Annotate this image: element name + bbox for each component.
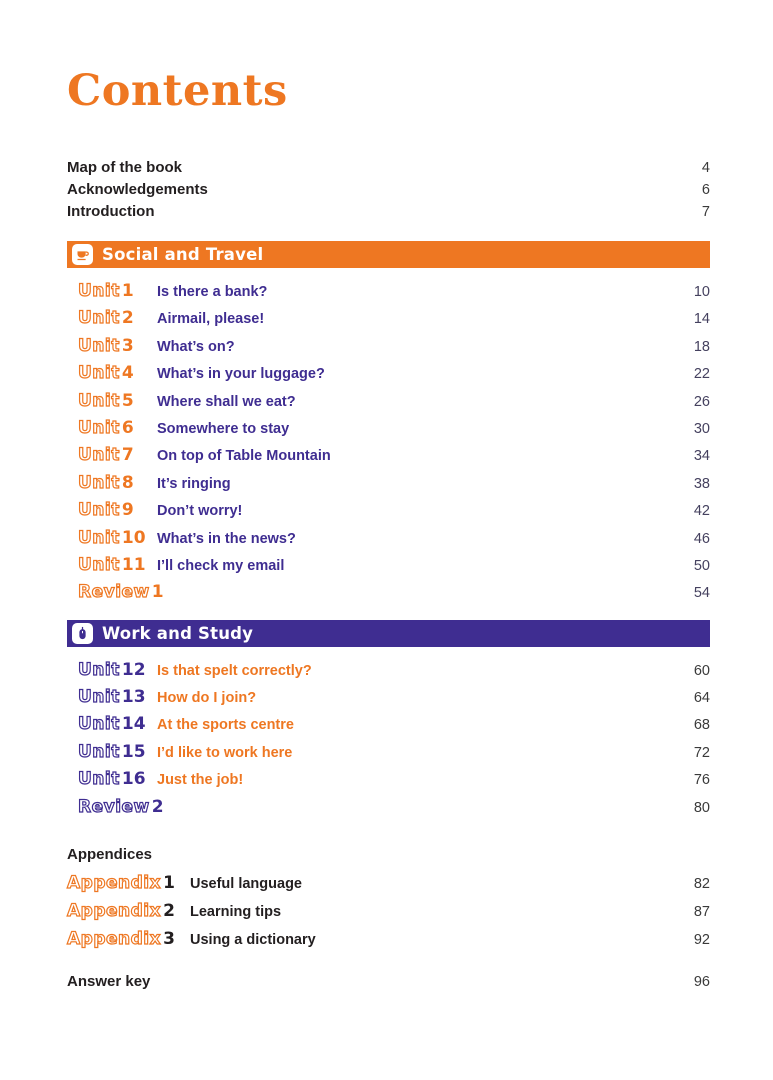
unit-title: Where shall we eat? [157,393,296,410]
unit-title: I’ll check my email [157,557,285,574]
unit-label [78,687,157,707]
front-matter-row [67,159,710,181]
section-banner-work [67,620,710,647]
unit-label [78,797,164,817]
unit-label [78,308,157,328]
unit-number: 14 [121,714,146,735]
unit-number: 5 [121,390,134,411]
appendix-list [67,873,710,957]
unit-prefix: Unit [78,554,120,575]
unit-label [78,281,157,301]
review-row [67,582,710,609]
page-number: 82 [693,876,710,893]
unit-number: 13 [121,687,146,708]
section-work-and-study [67,620,710,824]
unit-label [78,500,157,520]
unit-title: It’s ringing [157,475,231,492]
appendix-title: Useful language [190,876,302,893]
unit-prefix: Unit [78,741,120,762]
page-number: 92 [693,932,710,949]
unit-prefix: Unit [78,500,120,521]
page-number: 18 [693,338,710,355]
page-number: 50 [693,557,710,574]
appendix-number: 2 [163,901,175,922]
page-number: 6 [701,182,710,198]
unit-prefix: Review [78,796,150,817]
page-number: 60 [693,662,710,679]
unit-prefix: Unit [78,390,120,411]
unit-prefix: Unit [78,335,120,356]
appendix-prefix: Appendix [67,929,162,950]
appendices-header: Appendices [67,846,153,864]
page-number: 76 [693,772,710,789]
unit-label [78,742,157,762]
page-number: 38 [693,475,710,492]
unit-number: 1 [151,582,164,603]
section-title: Social and Travel [102,245,264,264]
unit-label [78,769,157,789]
unit-row [67,500,710,527]
page-number: 42 [693,503,710,520]
unit-row [67,714,710,741]
unit-title: What’s on? [157,338,235,355]
appendix-row [67,929,710,957]
appendix-prefix: Appendix [67,901,162,922]
unit-number: 2 [121,308,134,329]
unit-title: What’s in your luggage? [157,366,325,383]
unit-row [67,445,710,472]
appendix-prefix: Appendix [67,873,162,894]
unit-label [78,418,157,438]
page-number: 14 [693,311,710,328]
unit-row [67,418,710,445]
mouse-icon [72,623,93,644]
page-number: 80 [693,799,710,816]
unit-title: Somewhere to stay [157,420,290,437]
page-number: 4 [701,160,710,176]
section-title: Work and Study [102,623,254,643]
page-number: 68 [693,717,710,734]
page-number: 54 [693,585,710,602]
appendix-label [67,873,190,893]
unit-title: I’d like to work here [157,744,293,761]
unit-label [78,660,157,680]
unit-prefix: Unit [78,445,120,466]
front-matter-label: Acknowledgements [67,181,208,198]
unit-number: 10 [121,527,146,548]
section-rows-social [67,281,710,610]
unit-number: 12 [121,659,146,680]
unit-prefix: Unit [78,417,120,438]
page-number: 10 [693,284,710,300]
front-matter-label: Introduction [67,203,155,220]
unit-row [67,687,710,714]
cup-icon [72,244,93,265]
appendix-title: Learning tips [190,904,282,921]
unit-title: On top of Table Mountain [157,448,331,465]
unit-row [67,660,710,687]
unit-row [67,528,710,555]
unit-number: 2 [151,796,164,817]
unit-row [67,363,710,390]
unit-row [67,555,710,582]
review-row [67,797,710,824]
unit-label [78,363,157,383]
unit-prefix: Unit [78,769,120,790]
unit-label [78,582,164,602]
page-title: Contents [67,66,288,116]
page-number: 34 [693,448,710,465]
unit-row [67,742,710,769]
unit-row [67,473,710,500]
unit-label [78,555,157,575]
page-number: 64 [693,690,710,707]
unit-number: 3 [121,335,134,356]
unit-number: 4 [121,363,134,384]
appendix-label [67,929,190,949]
section-banner-social [67,241,710,268]
unit-number: 16 [121,769,146,790]
front-matter-label: Map of the book [67,159,182,176]
appendix-label [67,901,190,921]
unit-title: At the sports centre [157,717,294,734]
appendix-number: 3 [163,929,175,950]
unit-row [67,769,710,796]
section-rows-work [67,660,710,824]
page-number: 30 [693,420,710,437]
unit-prefix: Unit [78,308,120,329]
page-number: 46 [693,530,710,547]
unit-title: Is that spelt correctly? [157,662,312,679]
page-number: 96 [693,974,710,991]
unit-number: 7 [121,445,134,466]
front-matter-row [67,203,710,225]
unit-number: 1 [121,281,134,301]
unit-number: 11 [121,554,146,575]
front-matter-list [67,159,710,225]
unit-title: Airmail, please! [157,311,265,328]
unit-row [67,336,710,363]
unit-prefix: Unit [78,659,120,680]
appendix-title: Using a dictionary [190,932,316,949]
page-number: 22 [693,366,710,383]
unit-title: Don’t worry! [157,503,243,520]
unit-label [78,714,157,734]
unit-prefix: Unit [78,281,120,301]
unit-label [78,391,157,411]
unit-prefix: Unit [78,527,120,548]
unit-number: 6 [121,417,134,438]
unit-row [67,308,710,335]
unit-number: 9 [121,500,134,521]
front-matter-row [67,181,710,203]
appendix-row [67,873,710,901]
page-number: 87 [693,904,710,921]
unit-label [78,528,157,548]
unit-title: How do I join? [157,690,257,707]
appendix-row [67,901,710,929]
answer-key-label: Answer key [67,973,151,991]
page-number: 72 [693,744,710,761]
unit-prefix: Review [78,582,150,603]
unit-label [78,473,157,493]
unit-number: 15 [121,741,146,762]
answer-key-row [67,973,710,997]
unit-prefix: Unit [78,687,120,708]
unit-label [78,445,157,465]
appendix-number: 1 [163,873,175,894]
unit-label [78,336,157,356]
unit-row [67,281,710,308]
unit-title: Is there a bank? [157,284,268,300]
section-social-and-travel [67,241,710,610]
unit-prefix: Unit [78,472,120,493]
unit-title: Just the job! [157,772,244,789]
unit-prefix: Unit [78,714,120,735]
unit-number: 8 [121,472,134,493]
unit-prefix: Unit [78,363,120,384]
unit-title: What’s in the news? [157,530,296,547]
unit-row [67,391,710,418]
page-number: 7 [701,204,710,220]
page-number: 26 [693,393,710,410]
